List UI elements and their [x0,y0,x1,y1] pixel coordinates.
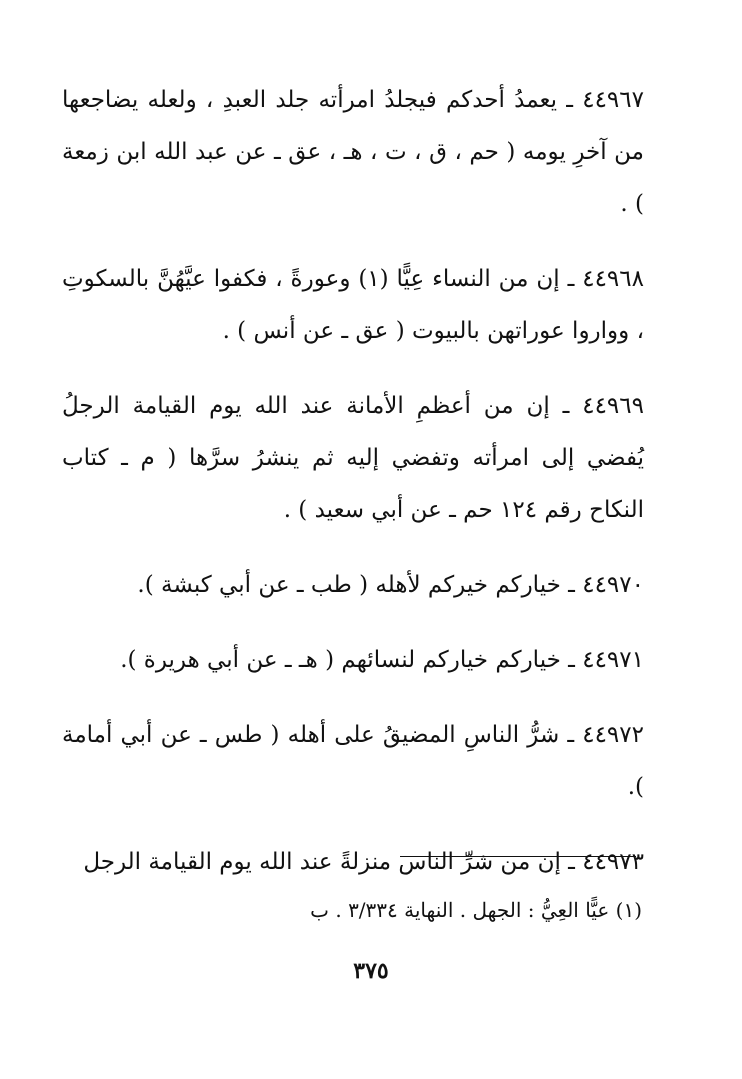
hadith-entry-44967: ٤٤٩٦٧ ـ يعمدُ أحدكم فيجلدُ امرأته جلد العبدِ ، ولعله يضاجعها من آخرِ يومه ( حم ، ق ، ت ، هـ ، عق ـ عن عبد الله ابن زمعة ) . [62,87,644,217]
hadith-entry-44972: ٤٤٩٧٢ ـ شرُّ الناسِ المضيقُ على أهله ( طس ـ عن أبي أمامة ). [62,722,644,800]
hadith-entry-44970: ٤٤٩٧٠ ـ خياركم خيركم لأهله ( طب ـ عن أبي كبشة ). [137,572,644,598]
hadith-entry-44969: ٤٤٩٦٩ ـ إن من أعظمِ الأمانة عند الله يوم القيامة الرجلُ يُفضي إلى امرأته وتفضي إليه ثم ينشرُ سرَّها ( م ـ كتاب النكاح رقم ١٢٤ حم ـ عن أبي سعيد ) . [62,393,644,523]
hadith-entry-44973: ٤٤٩٧٣ ـ إن من شرِّ الناس منزلةً عند الله يوم القيامة الرجل [83,849,644,875]
page-number: ٣٧٥ [353,958,389,984]
hadith-list [62,74,644,901]
hadith-entry-44968: ٤٤٩٦٨ ـ إن من النساء عِيًّا (١) وعورةً ، فكفوا عيَّهُنَّ بالسكوتِ ، وواروا عوراتهن بالبيوت ( عق ـ عن أنس ) . [62,266,644,344]
hadith-entry-44971: ٤٤٩٧١ ـ خياركم خياركم لنسائهم ( هـ ـ عن أبي هريرة ). [120,647,644,673]
footnote-divider [400,856,636,857]
footnote: (١) عيًّا العِيُّ : الجهل . النهاية ٣/٣٣٤ . ب [310,898,642,922]
